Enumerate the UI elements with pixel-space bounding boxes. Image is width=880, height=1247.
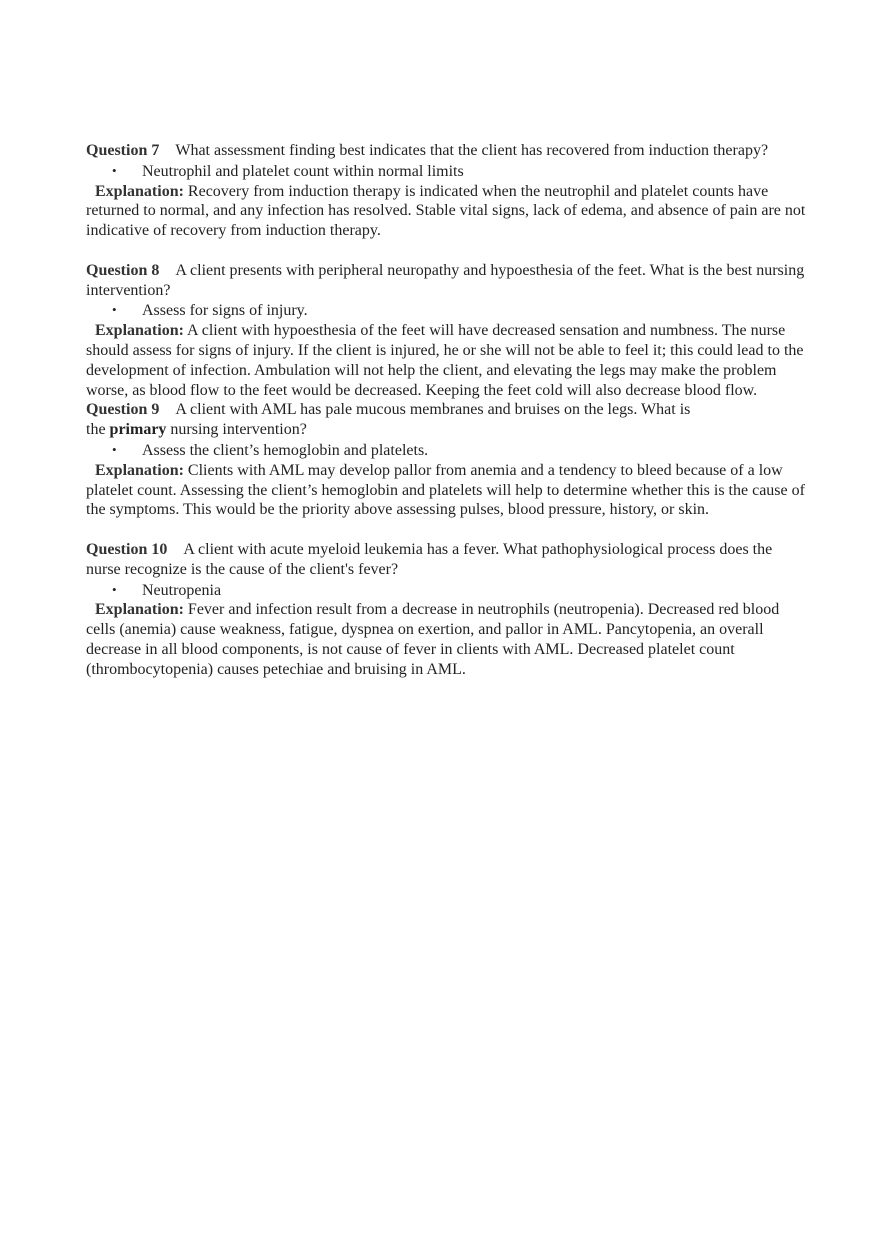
question-7-prompt xyxy=(86,141,810,161)
bullet-icon: • xyxy=(112,302,117,318)
bullet-icon: • xyxy=(112,162,117,178)
question-8-answer xyxy=(86,300,810,321)
question-10-text: A client with acute myeloid leukemia has a fever. What pathophysiological process does the nurse recognize is the cause of the client's fever? xyxy=(86,540,773,578)
question-10-explanation xyxy=(86,600,810,679)
explanation-label: Explanation: xyxy=(95,601,184,619)
question-9-emphasis: primary xyxy=(109,421,167,439)
document-content xyxy=(86,141,810,680)
question-10 xyxy=(86,540,810,680)
question-8-label: Question 8 xyxy=(86,261,160,279)
question-7-explanation xyxy=(86,182,810,241)
bullet-icon: • xyxy=(112,581,117,597)
question-7-text: What assessment finding best indicates that the client has recovered from induction therapy? xyxy=(175,142,769,159)
spacer xyxy=(86,520,810,540)
question-9-answer-text: Assess the client’s hemoglobin and platelets. xyxy=(142,441,429,459)
question-10-label: Question 10 xyxy=(86,540,168,558)
question-8-explanation-text: A client with hypoesthesia of the feet will have decreased sensation and numbness. The nurse should assess for signs of injury. If the client is injured, he or she will not be able to feel it; this could lead to the development of infection. Ambulation will not help the client, and elevating the legs may make the problem worse, as blood flow to the feet would be decreased. Keeping the feet cold will also decrease blood flow. xyxy=(86,322,804,399)
question-8-answer-text: Assess for signs of injury. xyxy=(142,302,308,320)
question-10-answer xyxy=(86,580,810,601)
bullet-icon: • xyxy=(112,441,117,457)
explanation-label: Explanation: xyxy=(95,461,184,479)
question-8-text: A client presents with peripheral neuropathy and hypoesthesia of the feet. What is the best nursing intervention? xyxy=(86,261,805,299)
question-8-explanation xyxy=(86,321,810,400)
question-7-answer-text: Neutrophil and platelet count within normal limits xyxy=(142,162,464,180)
question-7 xyxy=(86,141,810,241)
question-9-text-before: A client with AML has pale mucous membranes and bruises on the legs. What is xyxy=(175,401,691,419)
spacer xyxy=(86,241,810,261)
question-9-text-the: the xyxy=(86,421,106,439)
question-9-text-after: nursing intervention? xyxy=(170,421,307,439)
question-9-explanation-text: Clients with AML may develop pallor from anemia and a tendency to bleed because of a low platelet count. Assessing the client’s hemoglobin and platelets will help to determine whether this is the cause of the symptoms. This would be the priority above assessing pulses, blood pressure, history, or skin. xyxy=(86,461,805,519)
question-10-answer-text: Neutropenia xyxy=(142,581,222,599)
question-9-answer xyxy=(86,440,810,461)
question-9-explanation xyxy=(86,461,810,520)
question-9-label: Question 9 xyxy=(86,401,160,419)
question-7-explanation-text: Recovery from induction therapy is indicated when the neutrophil and platelet counts have returned to normal, and any infection has resolved. Stable vital signs, lack of edema, and absence of pain are not indicative of recovery from induction therapy. xyxy=(86,182,806,240)
question-10-prompt xyxy=(86,540,810,580)
question-8 xyxy=(86,261,810,401)
explanation-label: Explanation: xyxy=(95,182,184,200)
question-7-label: Question 7 xyxy=(86,142,160,159)
question-9-prompt xyxy=(86,400,810,440)
question-10-explanation-text: Fever and infection result from a decrease in neutrophils (neutropenia). Decreased red blood cells (anemia) cause weakness, fatigue, dyspnea on exertion, and pallor in AML. Pancytopenia, an overall decrease in all blood components, is not cause of fever in clients with AML. Decreased platelet count (thrombocytopenia) causes petechiae and bruising in AML. xyxy=(86,601,780,678)
question-7-answer xyxy=(86,161,810,182)
question-9 xyxy=(86,400,810,520)
question-8-prompt xyxy=(86,261,810,301)
explanation-label: Explanation: xyxy=(95,322,184,340)
